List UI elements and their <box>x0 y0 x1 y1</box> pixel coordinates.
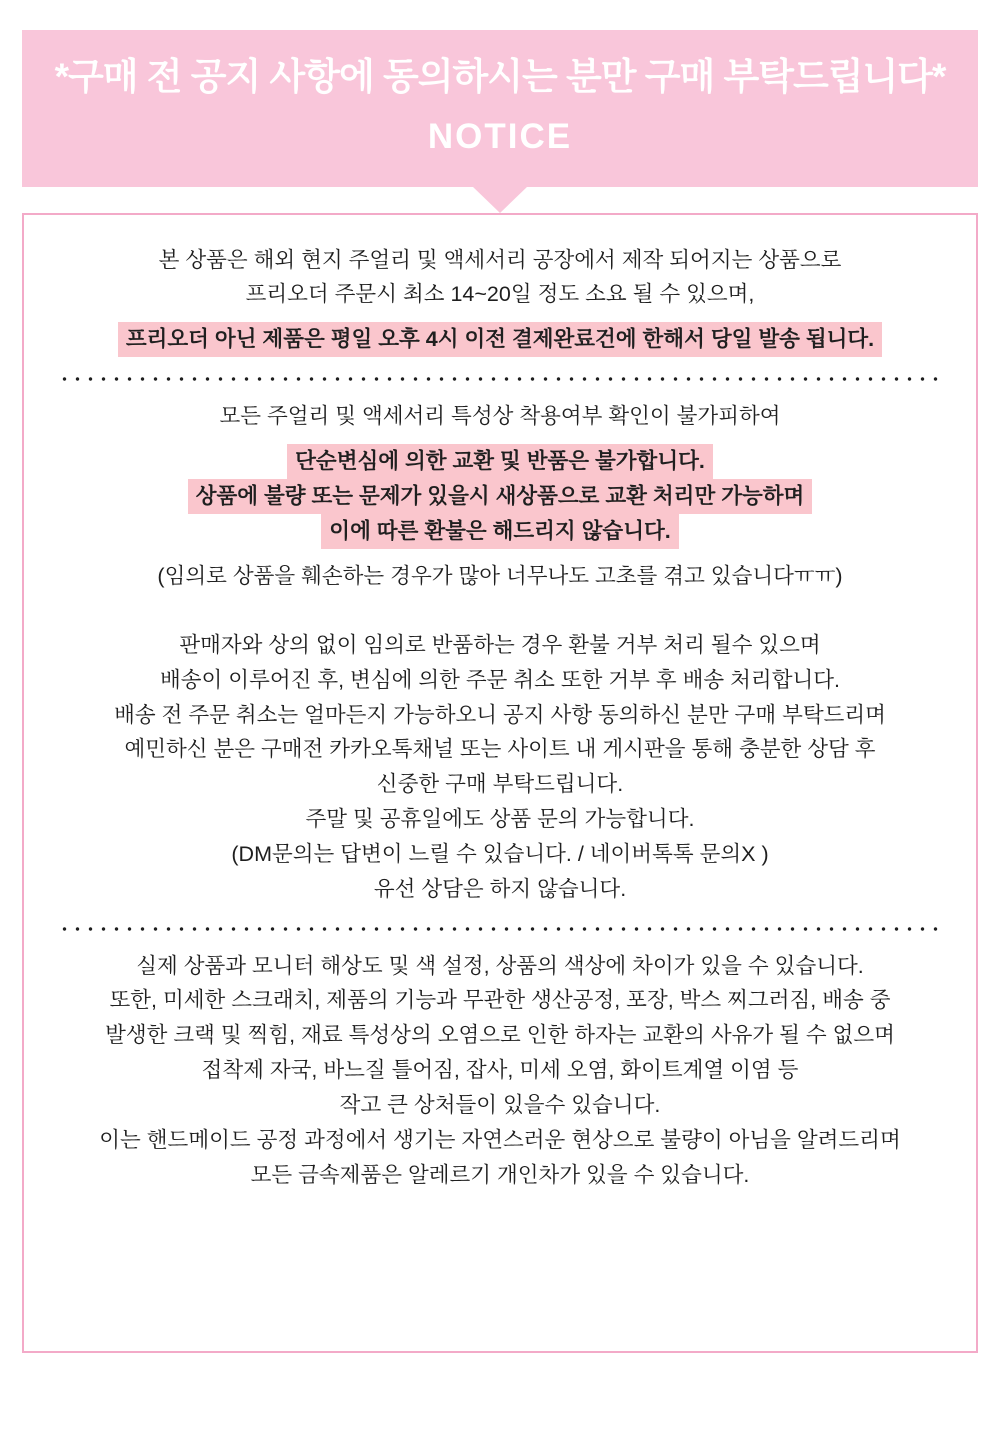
notice-page <box>0 30 1000 1435</box>
section-returns <box>46 399 954 594</box>
divider-dots-1 <box>58 375 942 383</box>
condition-line-3: 발생한 크랙 및 찍힘, 재료 특성상의 오염으로 인한 하자는 교환의 사유가 될 수 없으며 <box>105 1023 895 1048</box>
shipping-highlight: 프리오더 아닌 제품은 평일 오후 4시 이전 결제완료건에 한해서 당일 발송 됩니다. <box>118 322 882 357</box>
shipping-line-1: 본 상품은 해외 현지 주얼리 및 액세서리 공장에서 제작 되어지는 상품으로 <box>158 247 842 272</box>
cancellation-line-8: 유선 상담은 하지 않습니다. <box>373 876 627 901</box>
returns-highlight-2: 상품에 불량 또는 문제가 있을시 새상품으로 교환 처리만 가능하며 <box>188 479 813 514</box>
condition-line-1: 실제 상품과 모니터 해상도 및 색 설정, 상품의 색상에 차이가 있을 수 있습니다. <box>136 953 864 978</box>
cancellation-line-7: (DM문의는 답변이 느릴 수 있습니다. / 네이버톡톡 문의X ) <box>231 841 769 866</box>
returns-highlight-3: 이에 따른 환불은 해드리지 않습니다. <box>321 514 678 549</box>
notice-banner <box>22 30 978 187</box>
returns-highlight-wrap-1 <box>46 444 954 479</box>
returns-highlight-wrap-2 <box>46 479 954 514</box>
condition-line-4: 접착제 자국, 바느질 틀어짐, 잡사, 미세 오염, 화이트계열 이염 등 <box>201 1058 799 1083</box>
cancellation-line-6: 주말 및 공휴일에도 상품 문의 가능합니다. <box>305 807 695 832</box>
cancellation-line-2: 배송이 이루어진 후, 변심에 의한 주문 취소 또한 거부 후 배송 처리합니다. <box>160 667 840 692</box>
cancellation-line-5: 신중한 구매 부탁드립니다. <box>376 772 624 797</box>
shipping-highlight-wrap <box>46 322 954 357</box>
returns-intro: 모든 주얼리 및 액세서리 특성상 착용여부 확인이 불가피하여 <box>219 404 781 429</box>
cancellation-line-1: 판매자와 상의 없이 임의로 반품하는 경우 환불 거부 처리 될수 있으며 <box>179 632 821 657</box>
condition-line-2: 또한, 미세한 스크래치, 제품의 기능과 무관한 생산공정, 포장, 박스 찌그러짐, 배송 중 <box>109 988 891 1013</box>
condition-line-5: 작고 큰 상처들이 있을수 있습니다. <box>339 1092 661 1117</box>
divider-dots-2 <box>58 925 942 933</box>
section-product-condition <box>46 949 954 1193</box>
banner-arrow-icon <box>472 186 528 213</box>
section-shipping <box>46 243 954 358</box>
cancellation-line-4: 예민하신 분은 구매전 카카오톡채널 또는 사이트 내 게시판을 통해 충분한 상담 후 <box>124 737 876 762</box>
banner-title: *구매 전 공지 사항에 동의하시는 분만 구매 부탁드립니다* <box>54 56 946 97</box>
banner-subtitle: NOTICE <box>427 116 573 156</box>
returns-note: (임의로 상품을 훼손하는 경우가 많아 너무나도 고초를 겪고 있습니다ㅠㅠ) <box>157 564 843 589</box>
shipping-line-2: 프리오더 주문시 최소 14~20일 정도 소요 될 수 있으며, <box>245 282 755 307</box>
returns-highlight-1: 단순변심에 의한 교환 및 반품은 불가합니다. <box>287 444 713 479</box>
section-cancellation <box>46 628 954 907</box>
cancellation-line-3: 배송 전 주문 취소는 얼마든지 가능하오니 공지 사항 동의하신 분만 구매 부탁드리며 <box>114 702 886 727</box>
notice-content-box <box>22 213 978 1353</box>
condition-line-6: 이는 핸드메이드 공정 과정에서 생기는 자연스러운 현상으로 불량이 아님을 알려드리며 <box>99 1127 901 1152</box>
condition-line-7: 모든 금속제품은 알레르기 개인차가 있을 수 있습니다. <box>250 1162 750 1187</box>
returns-highlight-group <box>46 444 954 549</box>
returns-highlight-wrap-3 <box>46 514 954 549</box>
